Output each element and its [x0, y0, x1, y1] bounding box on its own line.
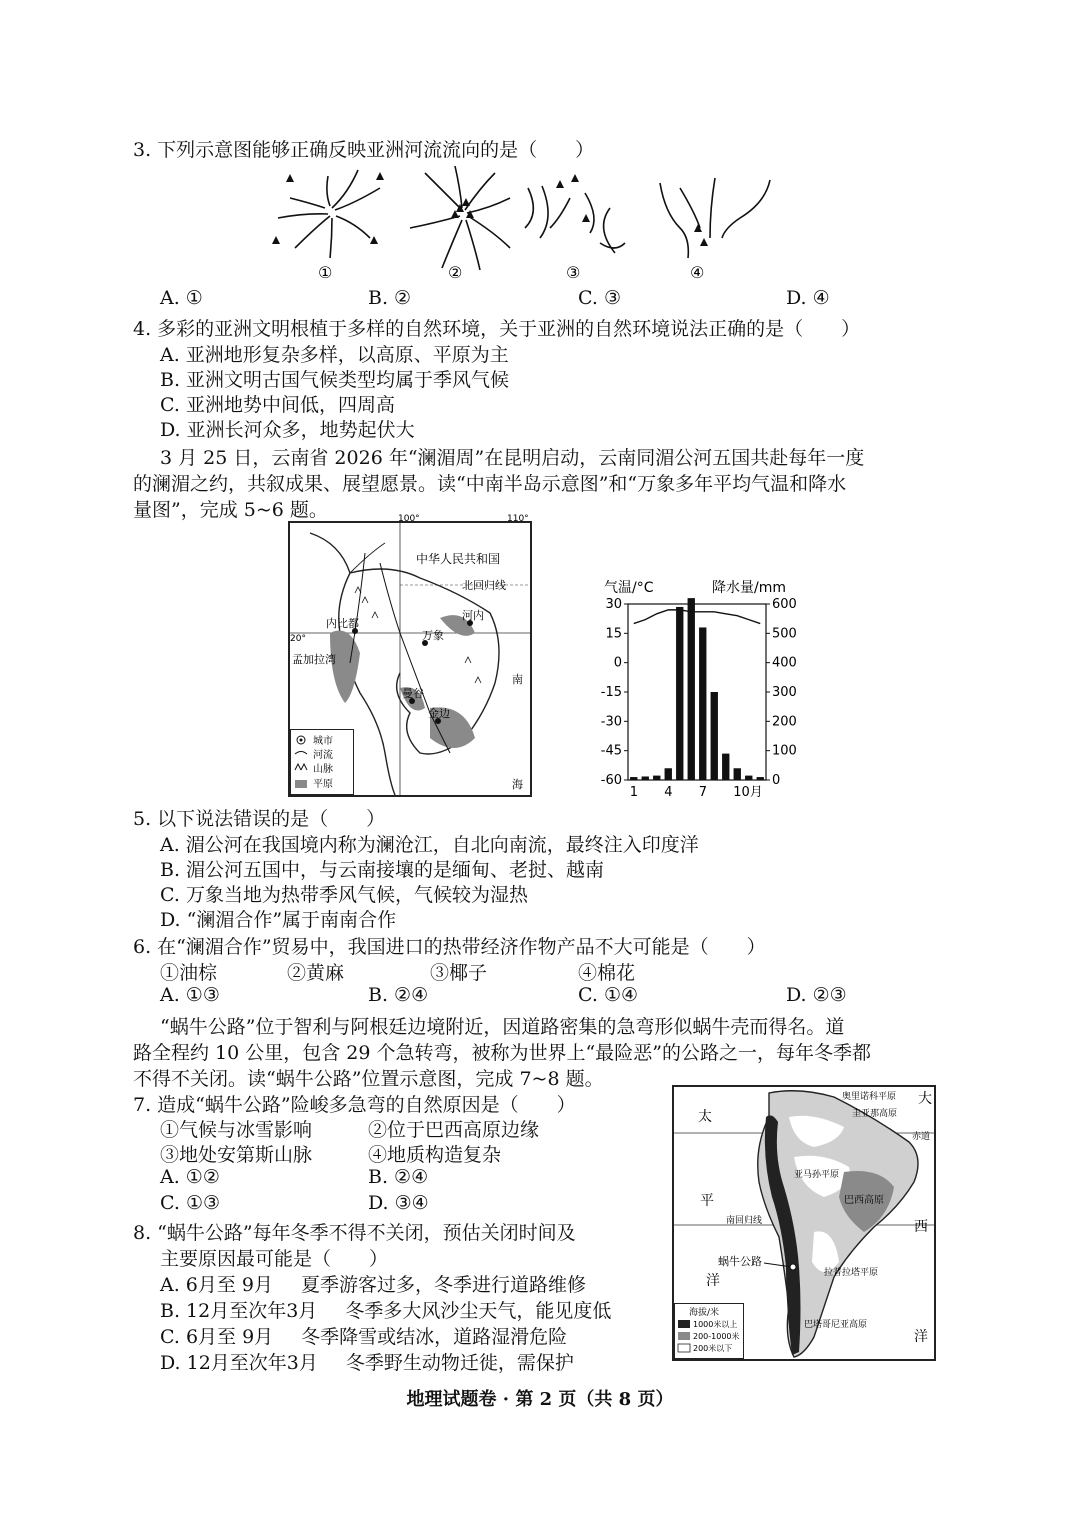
lon-label: 100° [398, 514, 420, 524]
bay-label: 孟加拉湾 [292, 653, 336, 666]
map1-legend-river: 河流 [313, 750, 333, 761]
q3-option-a[interactable]: A. ① [160, 287, 203, 309]
page-footer: 地理试题卷 · 第 2 页（共 8 页） [406, 1389, 674, 1410]
q4-option-c[interactable]: C. 亚洲地势中间低，四周高 [160, 394, 395, 416]
q3-stem: 3. 下列示意图能够正确反映亚洲河流流向的是（ ） [133, 139, 595, 161]
q8-option-c[interactable] [160, 1322, 567, 1349]
left-tick-label: 15 [605, 626, 622, 642]
passage2-line: 路全程约 10 公里，包含 29 个急转弯，被称为世界上“最险恶”的公路之一，每年冬季都 [133, 1042, 871, 1064]
q8-stem: 主要原因最可能是（ ） [160, 1248, 389, 1270]
q7-option-b[interactable]: B. ②④ [368, 1166, 429, 1188]
naypyidaw-label: 内比都 [326, 617, 359, 630]
precip-bar [699, 627, 706, 780]
indochina-map [288, 514, 532, 797]
china-label: 中华人民共和国 [416, 552, 501, 566]
map1-legend-plain: 平原 [313, 779, 333, 790]
precip-bar [711, 692, 718, 780]
right-tick-label: 0 [772, 773, 781, 788]
q7-item: ④地质构造复杂 [368, 1144, 502, 1166]
q3-option-b[interactable]: B. ② [368, 287, 412, 309]
q5-stem: 5. 以下说法错误的是（ ） [133, 808, 386, 830]
map2-legend-title: 海拔/米 [689, 1308, 720, 1318]
q8-option-reason: 夏季游客过多，冬季进行道路维修 [301, 1274, 587, 1296]
q6-option-a[interactable]: A. ①③ [160, 984, 220, 1006]
guiana-label: 圭亚那高原 [852, 1109, 898, 1119]
left-tick-label: -60 [600, 773, 622, 788]
orinoco-label: 奥里诺科平原 [842, 1092, 897, 1102]
temperature-line [634, 610, 761, 624]
map1-legend-city: 城市 [313, 736, 333, 747]
atlantic-label: 西 [914, 1219, 928, 1235]
x-tick-label: 1 [629, 785, 639, 800]
q3-diagram-label: ① [318, 263, 333, 282]
q6-option-b[interactable]: B. ②④ [368, 984, 429, 1006]
q6-stem: 6. 在“澜湄合作”贸易中，我国进口的热带经济作物产品不大可能是（ ） [133, 936, 766, 958]
passage1-line: 的澜湄之约，共叙成果、展望愿景。读“中南半岛示意图”和“万象多年平均气温和降水 [133, 473, 847, 495]
q8-option-label: B. 12月至次年3月 [160, 1300, 318, 1322]
right-tick-label: 200 [772, 714, 797, 730]
vientiane-climate-chart [590, 574, 810, 804]
snail-label: 蜗牛公路 [718, 1255, 762, 1268]
q3-option-d[interactable]: D. ④ [786, 287, 830, 309]
q8-option-label: D. 12月至次年3月 [160, 1352, 318, 1374]
q4-stem: 4. 多彩的亚洲文明根植于多样的自然环境，关于亚洲的自然环境说法正确的是（ ） [133, 318, 861, 340]
q4-option-d[interactable]: D. 亚洲长河众多，地势起伏大 [160, 419, 415, 441]
y-right-label: 降水量/mm [712, 580, 786, 596]
precip-bar [630, 777, 637, 780]
plot-frame [628, 604, 766, 780]
brazil-label: 巴西高原 [844, 1195, 884, 1206]
equator-label: 赤道 [912, 1132, 931, 1142]
bangkok-label: 曼谷 [402, 687, 424, 700]
q6-item: ④棉花 [578, 962, 636, 984]
passage1-line: 3 月 25 日，云南省 2026 年“澜湄周”在昆明启动，云南同湄公河五国共赴每年一度 [160, 447, 865, 469]
q5-option-d[interactable]: D. “澜湄合作”属于南南合作 [160, 909, 397, 931]
q7-item: ②位于巴西高原边缘 [368, 1119, 540, 1141]
pacific-label: 太 [698, 1109, 712, 1125]
q6-option-c[interactable]: C. ①④ [578, 984, 639, 1006]
hanoi-label: 河内 [462, 609, 484, 622]
passage1-line: 量图”，完成 5~6 题。 [133, 499, 328, 521]
q7-item: ①气候与冰雪影响 [160, 1119, 313, 1141]
q8-option-a[interactable] [160, 1270, 586, 1297]
amazon-label: 亚马孙平原 [794, 1170, 840, 1180]
vientiane-label: 万象 [422, 629, 444, 642]
q7-stem: 7. 造成“蜗牛公路”险峻多急弯的自然原因是（ ） [133, 1094, 576, 1116]
precip-bar [642, 776, 649, 780]
precip-bar [688, 598, 695, 780]
q7-option-d[interactable]: D. ③④ [368, 1192, 429, 1214]
lat-label: 20° [290, 634, 306, 644]
lon-label: 110° [507, 514, 529, 524]
map2-legend-low: 200米以下 [693, 1344, 733, 1353]
q7-option-c[interactable]: C. ①③ [160, 1192, 221, 1214]
tropic-label: 北回归线 [462, 579, 506, 592]
left-tick-label: -30 [600, 714, 622, 730]
q6-option-d[interactable]: D. ②③ [786, 984, 847, 1006]
q8-option-d[interactable] [160, 1348, 574, 1375]
y-left-label: 气温/°C [604, 580, 654, 596]
q4-option-a[interactable]: A. 亚洲地形复杂多样，以高原、平原为主 [160, 344, 509, 366]
south-america-map [672, 1085, 936, 1361]
q8-option-label: A. 6月至 9月 [160, 1274, 274, 1296]
precip-bar [676, 607, 683, 780]
q3-diagram-label: ② [448, 263, 463, 282]
q8-option-b[interactable] [160, 1296, 611, 1323]
atlantic-label: 洋 [914, 1329, 928, 1345]
x-tick-label: 4 [664, 785, 673, 800]
right-tick-label: 100 [772, 743, 797, 759]
precip-bar [757, 777, 764, 780]
right-tick-label: 300 [772, 685, 797, 700]
q8-option-reason: 冬季多大风沙尘天气，能见度低 [345, 1300, 612, 1322]
q5-option-c[interactable]: C. 万象当地为热带季风气候，气候较为湿热 [160, 884, 528, 906]
map2-legend [674, 1303, 744, 1359]
precip-bar [745, 776, 752, 780]
left-tick-label: -45 [600, 743, 622, 759]
left-tick-label: 30 [605, 597, 622, 612]
precip-bar [722, 754, 729, 780]
map1-legend [290, 729, 354, 795]
laplata-label: 拉普拉塔平原 [824, 1268, 879, 1278]
q6-item: ①油棕 [160, 962, 218, 984]
map2-legend-high: 1000米以上 [693, 1320, 738, 1329]
left-tick-label: -15 [600, 685, 622, 700]
q6-item: ②黄麻 [287, 962, 345, 984]
q3-diagram-label: ③ [566, 263, 581, 282]
pacific-label: 洋 [706, 1273, 720, 1289]
atlantic-label: 大 [918, 1091, 932, 1107]
q3-option-c[interactable]: C. ③ [578, 287, 621, 309]
pacific-label: 平 [700, 1193, 714, 1209]
precip-bar [665, 768, 672, 780]
phnompenh-label: 金边 [428, 707, 450, 720]
q5-option-a[interactable]: A. 湄公河在我国境内称为澜沧江，自北向南流，最终注入印度洋 [160, 834, 699, 856]
q6-item: ③椰子 [430, 962, 488, 984]
tropic-s-label: 南回归线 [726, 1216, 763, 1226]
q8-option-label: C. 6月至 9月 [160, 1326, 274, 1348]
sea-label: 海 [512, 778, 523, 791]
q3-river-diagrams [270, 158, 790, 288]
q4-option-b[interactable]: B. 亚洲文明古国气候类型均属于季风气候 [160, 369, 510, 391]
left-tick-label: 0 [613, 655, 622, 671]
q7-option-a[interactable]: A. ①② [160, 1166, 220, 1188]
q8-stem: 8. “蜗牛公路”每年冬季不得不关闭，预估关闭时间及 [133, 1222, 576, 1244]
q3-diagram-label: ④ [690, 263, 705, 282]
precip-bar [734, 768, 741, 780]
map2-legend-mid: 200-1000米 [693, 1332, 740, 1341]
patagonia-label: 巴塔哥尼亚高原 [804, 1320, 868, 1330]
right-tick-label: 400 [772, 655, 797, 671]
q7-item: ③地处安第斯山脉 [160, 1144, 313, 1166]
q5-option-b[interactable]: B. 湄公河五国中，与云南接壤的是缅甸、老挝、越南 [160, 859, 605, 881]
x-tick-label: 10月 [733, 785, 763, 800]
map1-legend-mountain: 山脉 [313, 764, 333, 775]
nan-label: 南 [512, 673, 523, 686]
q8-option-reason: 冬季野生动物迁徙，需保护 [345, 1352, 574, 1374]
x-tick-label: 7 [698, 785, 708, 800]
right-tick-label: 600 [772, 597, 797, 612]
precip-bar [653, 776, 660, 780]
q8-option-reason: 冬季降雪或结冰，道路湿滑危险 [301, 1326, 568, 1348]
passage2-line: “蜗牛公路”位于智利与阿根廷边境附近，因道路密集的急弯形似蜗牛壳而得名。道 [160, 1016, 845, 1038]
right-tick-label: 500 [772, 626, 797, 642]
passage2-line: 不得不关闭。读“蜗牛公路”位置示意图，完成 7~8 题。 [133, 1068, 604, 1090]
